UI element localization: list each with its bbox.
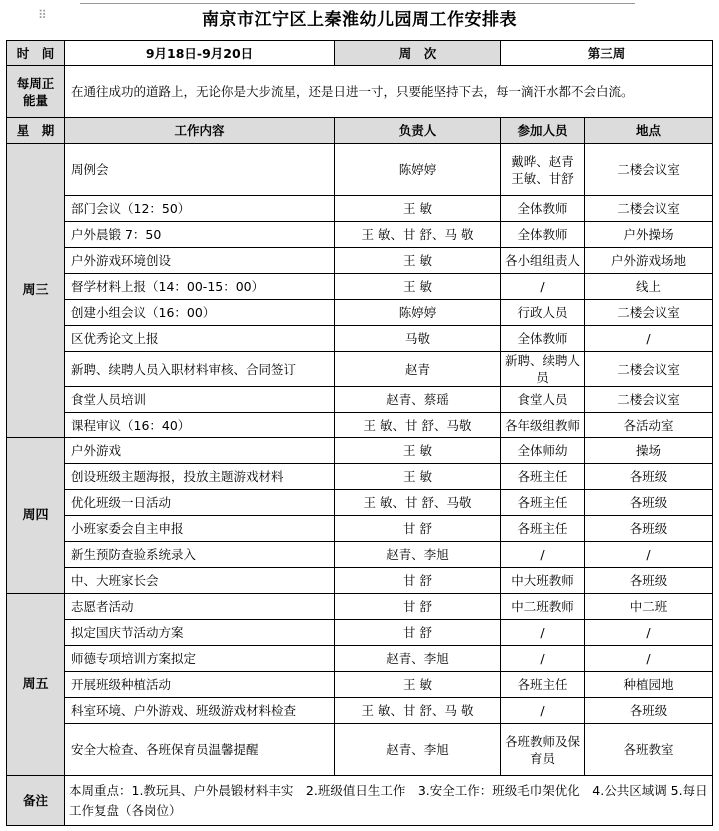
table-row [7, 196, 713, 222]
owner-cell: 王 敏 [335, 196, 501, 222]
participants-cell: 全体教师 [501, 326, 585, 352]
place-cell: / [585, 326, 713, 352]
task-cell: 安全大检查、各班保育员温馨提醒 [65, 724, 335, 776]
place-cell: 户外操场 [585, 222, 713, 248]
place-cell: 二楼会议室 [585, 352, 713, 387]
place-cell: 各活动室 [585, 413, 713, 438]
page-title: 南京市江宁区上秦淮幼儿园周工作安排表 [202, 10, 517, 30]
owner-cell: 王 敏、甘 舒、马敬 [335, 413, 501, 438]
task-cell: 志愿者活动 [65, 594, 335, 620]
participants-cell: 各小组组责人 [501, 248, 585, 274]
task-cell: 创设班级主题海报，投放主题游戏材料 [65, 464, 335, 490]
place-cell: 种植园地 [585, 672, 713, 698]
participants-cell: 各班主任 [501, 464, 585, 490]
participants-cell: 各年级组教师 [501, 413, 585, 438]
participants-cell: 中大班教师 [501, 568, 585, 594]
task-cell: 优化班级一日活动 [65, 490, 335, 516]
table-row [7, 464, 713, 490]
owner-cell: 赵青、李旭 [335, 646, 501, 672]
owner-cell: 赵青 [335, 352, 501, 387]
table-row [7, 274, 713, 300]
task-cell: 户外晨锻 7：50 [65, 222, 335, 248]
task-cell: 食堂人员培训 [65, 387, 335, 413]
place-cell: 二楼会议室 [585, 300, 713, 326]
owner-cell: 马敬 [335, 326, 501, 352]
participants-line: 各班教师及保 [505, 733, 581, 749]
owner-cell: 王 敏 [335, 248, 501, 274]
week-value: 第三周 [501, 41, 713, 66]
table-row [7, 646, 713, 672]
place-cell: 操场 [585, 438, 713, 464]
motto-row [7, 66, 713, 118]
task-cell: 户外游戏 [65, 438, 335, 464]
table-row [7, 724, 713, 776]
place-cell: / [585, 646, 713, 672]
dates-value: 9月18日-9月20日 [65, 41, 335, 66]
place-cell: 各班教室 [585, 724, 713, 776]
owner-cell: 甘 舒 [335, 516, 501, 542]
weekday-cell: 周三 [7, 144, 65, 438]
task-cell: 部门会议（12：50） [65, 196, 335, 222]
owner-cell: 甘 舒 [335, 594, 501, 620]
header-row [7, 41, 713, 66]
col-owner: 负责人 [335, 118, 501, 144]
table-row [7, 438, 713, 464]
owner-cell: 甘 舒 [335, 620, 501, 646]
task-cell: 区优秀论文上报 [65, 326, 335, 352]
notes-row [7, 776, 713, 826]
owner-cell: 陈婷婷 [335, 300, 501, 326]
table-row [7, 568, 713, 594]
place-cell: / [585, 542, 713, 568]
drag-handle-icon[interactable]: ⠿ [38, 8, 46, 22]
task-cell: 拟定国庆节活动方案 [65, 620, 335, 646]
table-row [7, 490, 713, 516]
owner-cell: 陈婷婷 [335, 144, 501, 196]
task-cell: 新聘、续聘人员入职材料审核、合同签订 [65, 352, 335, 387]
motto-label-line1: 每周正 [16, 75, 55, 91]
notes-text: 本周重点：1.教玩具、户外晨锻材料丰实 2.班级值日生工作 3.安全工作：班级毛巾架优化 4.公共区域调 5.每日工作复盘（各岗位） [65, 776, 713, 826]
weekday-cell: 周五 [7, 594, 65, 776]
place-cell: 线上 [585, 274, 713, 300]
table-row [7, 672, 713, 698]
place-cell: 二楼会议室 [585, 387, 713, 413]
place-cell: 二楼会议室 [585, 196, 713, 222]
task-cell: 户外游戏环境创设 [65, 248, 335, 274]
owner-cell: 赵青、李旭 [335, 542, 501, 568]
owner-cell: 王 敏 [335, 464, 501, 490]
place-cell: 户外游戏场地 [585, 248, 713, 274]
task-cell: 小班家委会自主申报 [65, 516, 335, 542]
participants-cell [501, 724, 585, 776]
owner-cell: 王 敏、甘 舒、马 敬 [335, 698, 501, 724]
task-cell: 创建小组会议（16：00） [65, 300, 335, 326]
participants-cell: / [501, 274, 585, 300]
participants-cell: / [501, 646, 585, 672]
participants-cell: / [501, 620, 585, 646]
participants-cell: / [501, 542, 585, 568]
time-label: 时 间 [7, 41, 65, 66]
task-cell: 师德专项培训方案拟定 [65, 646, 335, 672]
participants-cell: 行政人员 [501, 300, 585, 326]
table-row [7, 413, 713, 438]
owner-cell: 王 敏 [335, 672, 501, 698]
col-weekday: 星 期 [7, 118, 65, 144]
place-cell: 各班级 [585, 490, 713, 516]
place-cell: 各班级 [585, 568, 713, 594]
participants-cell: 各班主任 [501, 516, 585, 542]
owner-cell: 王 敏、甘 舒、马 敬 [335, 222, 501, 248]
participants-cell: 各班主任 [501, 490, 585, 516]
table-row [7, 698, 713, 724]
participants-cell: 食堂人员 [501, 387, 585, 413]
participants-cell: 全体教师 [501, 222, 585, 248]
table-row [7, 248, 713, 274]
participants-cell: / [501, 698, 585, 724]
table-row [7, 352, 713, 387]
column-header-row [7, 118, 713, 144]
motto-label [7, 66, 65, 118]
table-row [7, 516, 713, 542]
table-row [7, 300, 713, 326]
place-cell: 各班级 [585, 516, 713, 542]
place-cell: 二楼会议室 [585, 144, 713, 196]
table-row [7, 144, 713, 196]
task-cell: 督学材料上报（14：00-15：00） [65, 274, 335, 300]
participants-cell: 中二班教师 [501, 594, 585, 620]
table-row [7, 387, 713, 413]
table-row [7, 620, 713, 646]
col-place: 地点 [585, 118, 713, 144]
notes-label: 备注 [7, 776, 65, 826]
owner-cell: 王 敏、甘 舒、马敬 [335, 490, 501, 516]
col-participants: 参加人员 [501, 118, 585, 144]
table-row [7, 222, 713, 248]
owner-cell: 赵青、蔡瑶 [335, 387, 501, 413]
table-row [7, 594, 713, 620]
task-cell: 周例会 [65, 144, 335, 196]
weekday-cell: 周四 [7, 438, 65, 594]
task-cell: 开展班级种植活动 [65, 672, 335, 698]
task-cell: 新生预防查验系统录入 [65, 542, 335, 568]
task-cell: 课程审议（16：40） [65, 413, 335, 438]
owner-cell: 甘 舒 [335, 568, 501, 594]
schedule-table [6, 40, 713, 826]
task-cell: 科室环境、户外游戏、班级游戏材料检查 [65, 698, 335, 724]
week-label: 周 次 [335, 41, 501, 66]
task-cell: 中、大班家长会 [65, 568, 335, 594]
participants-cell: 全体教师 [501, 196, 585, 222]
col-task: 工作内容 [65, 118, 335, 144]
place-cell: 各班级 [585, 464, 713, 490]
owner-cell: 王 敏 [335, 438, 501, 464]
place-cell: / [585, 620, 713, 646]
place-cell: 各班级 [585, 698, 713, 724]
motto-label-line2: 能量 [22, 92, 48, 108]
place-cell: 中二班 [585, 594, 713, 620]
table-row [7, 542, 713, 568]
owner-cell: 赵青、李旭 [335, 724, 501, 776]
participants-line: 王敏、甘舒 [511, 170, 574, 186]
top-divider [80, 3, 635, 4]
participants-cell: 全体师幼 [501, 438, 585, 464]
table-row [7, 326, 713, 352]
participants-line: 戴晔、赵青 [511, 153, 574, 169]
participants-cell: 新聘、续聘人员 [501, 352, 585, 387]
participants-cell: 各班主任 [501, 672, 585, 698]
participants-cell [501, 144, 585, 196]
participants-line: 育员 [529, 750, 555, 766]
owner-cell: 王 敏 [335, 274, 501, 300]
motto-text: 在通往成功的道路上，无论你是大步流星，还是日进一寸，只要能坚持下去，每一滴汗水都不会白流。 [65, 66, 713, 118]
